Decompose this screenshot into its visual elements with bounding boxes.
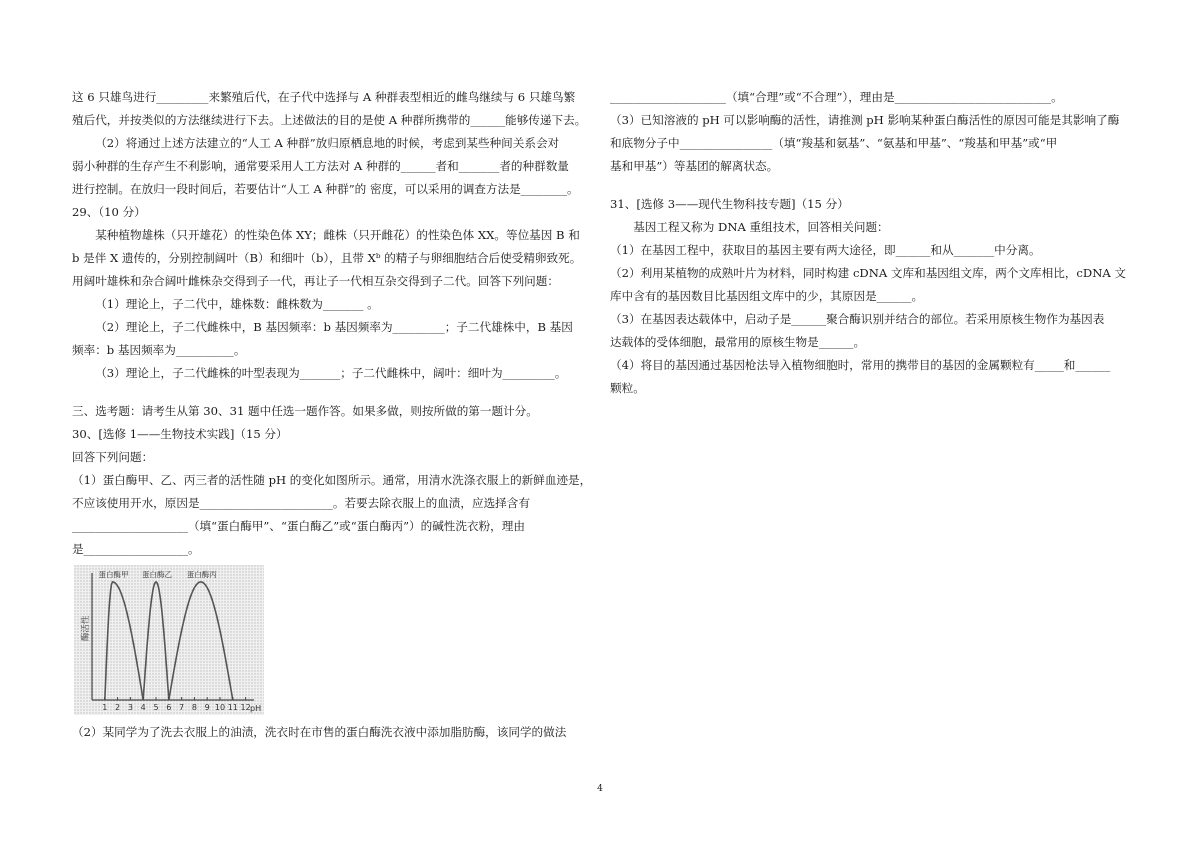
q30-sub3-line-1: （3）已知溶液的 pH 可以影响酶的活性，请推测 pH 影响某种蛋白酶活性的原因可能是其影响了酶 (610, 113, 1120, 127)
q29-sub3: （3）理论上，子二代雌株的叶型表现为_______；子二代雌株中，阔叶：细叶为_________。 (95, 366, 567, 380)
q31-sub1: （1）在基因工程中，获取目的基因主要有两大途径，即______和从_______中分离。 (610, 243, 1041, 257)
x-tick-label-9: 9 (204, 703, 210, 712)
q30-sub2-line-1: （2）某同学为了洗去衣服上的油渍，洗衣时在市售的蛋白酶洗衣液中添加脂肪酶，该同学的做法 (72, 725, 567, 739)
q31-sub4-line-2: 颗粒。 (610, 381, 645, 395)
q30-intro: 回答下列问题： (72, 450, 154, 464)
q31-title: 31、[选修 3——现代生物科技专题]（15 分） (610, 197, 849, 211)
q28-sub2-line-2: 弱小种群的生存产生不利影响，通常要采用人工方法对 A 种群的______者和_______者的种群数量 (72, 159, 569, 173)
q30-sub2-line-2: ____________________（填“合理”或“不合理”），理由是___________________________。 (610, 90, 1063, 104)
q29-sub2-line-2: 频率：b 基因频率为__________。 (72, 343, 246, 357)
q30-sub1-line-3: ____________________（填“蛋白酶甲”、“蛋白酶乙”或“蛋白酶丙”）的碱性洗衣粉，理由 (72, 519, 525, 533)
enzyme-activity-plot (74, 565, 264, 715)
y-axis-label: 酶活性 (81, 615, 91, 641)
q30-sub1-line-1: （1）蛋白酶甲、乙、丙三者的活性随 pH 的变化如图所示。通常，用清水洗涤衣服上的新鲜血迹是， (72, 473, 592, 487)
q29-sub1: （1）理论上，子二代中，雄株数：雌株数为_______ 。 (95, 297, 379, 311)
q29-stem-line-1: 某种植物雄株（只开雄花）的性染色体 XY；雌株（只开雌花）的性染色体 XX。等位基因 B 和 (95, 228, 580, 242)
q28-sub2-line-1: （2）将通过上述方法建立的“人工 A 种群”放归原栖息地的时候，考虑到某些种间关系会对 (95, 136, 560, 150)
x-tick-label-10: 10 (214, 703, 226, 712)
q30-title: 30、[选修 1——生物技术实践]（15 分） (72, 427, 288, 441)
x-tick-label-2: 2 (115, 703, 121, 712)
x-tick-label-3: 3 (127, 703, 133, 712)
legend-label-3: 蛋白酶丙 (186, 570, 217, 579)
x-tick-label-4: 4 (140, 703, 146, 712)
q28-line-1: 这 6 只雄鸟进行_________来繁殖后代，在子代中选择与 A 种群表型相近的雌鸟继续与 6 只雄鸟繁 (72, 90, 576, 104)
q31-sub2-line-2: 库中含有的基因数目比基因组文库中的少，其原因是______。 (610, 289, 924, 303)
x-tick-label-1: 1 (102, 703, 108, 712)
q30-sub3-line-3: 基和甲基”）等基团的解离状态。 (610, 159, 779, 173)
q30-sub3-line-2: 和底物分子中________________（填“羧基和氨基”、“氨基和甲基”、“羧基和甲基”或“甲 (610, 136, 1058, 150)
section-3-heading: 三、选考题：请考生从第 30、31 题中任选一题作答。如果多做，则按所做的第一题计分。 (72, 404, 538, 418)
x-tick-label-8: 8 (191, 703, 197, 712)
q28-sub2-line-3: 进行控制。在放归一段时间后，若要估计“人工 A 种群”的 密度，可以采用的调查方法是________。 (72, 182, 579, 196)
x-tick-label-6: 6 (166, 703, 172, 712)
q29-title: 29、（10 分） (72, 205, 146, 219)
right-column (610, 86, 1132, 400)
q31-sub4-line-1: （4）将目的基因通过基因枪法导入植物细胞时，常用的携带目的基因的金属颗粒有_____和______ (610, 358, 1111, 372)
legend-label-1: 蛋白酶甲 (98, 570, 129, 579)
q30-sub1-line-4: 是__________________。 (72, 542, 200, 556)
q29-stem-line-2: b 是伴 X 遗传的，分别控制阔叶（B）和细叶（b），且带 Xᵇ 的精子与卵细胞结合后使受精卵致死。 (72, 251, 582, 265)
q31-intro: 基因工程又称为 DNA 重组技术，回答相关问题： (633, 220, 889, 234)
enzyme-activity-chart (74, 565, 264, 715)
x-tick-label-11: 11 (227, 703, 238, 712)
q29-stem-line-3: 用阔叶雄株和杂合阔叶雌株杂交得到子一代，再让子一代相互杂交得到子二代。回答下列问题： (72, 274, 559, 288)
x-tick-label-12: 12 (240, 703, 251, 712)
x-tick-label-5: 5 (153, 703, 159, 712)
q29-sub2-line-1: （2）理论上，子二代雌株中，B 基因频率：b 基因频率为_________；子二代雄株中，B 基因 (95, 320, 573, 334)
x-tick-label-7: 7 (179, 703, 185, 712)
q30-sub1-line-2: 不应该使用开水，原因是_______________________。若要去除衣服上的血渍，应选择含有 (72, 496, 530, 510)
q28-line-2: 殖后代，并按类似的方法继续进行下去。上述做法的目的是使 A 种群所携带的______能够传递下去。 (72, 113, 587, 127)
page-number: 4 (597, 784, 603, 794)
q31-sub3-line-1: （3）在基因表达载体中，启动子是______聚合酶识别并结合的部位。若采用原核生物作为基因表 (610, 312, 1105, 326)
q31-sub3-line-2: 达载体的受体细胞，最常用的原核生物是______。 (610, 335, 866, 349)
q31-sub2-line-1: （2）利用某植物的成熟叶片为材料，同时构建 cDNA 文库和基因组文库，两个文库相比，cDNA 文 (610, 266, 1127, 280)
legend-label-2: 蛋白酶乙 (142, 570, 172, 579)
left-column (72, 86, 594, 744)
x-axis-label: pH (250, 704, 262, 713)
